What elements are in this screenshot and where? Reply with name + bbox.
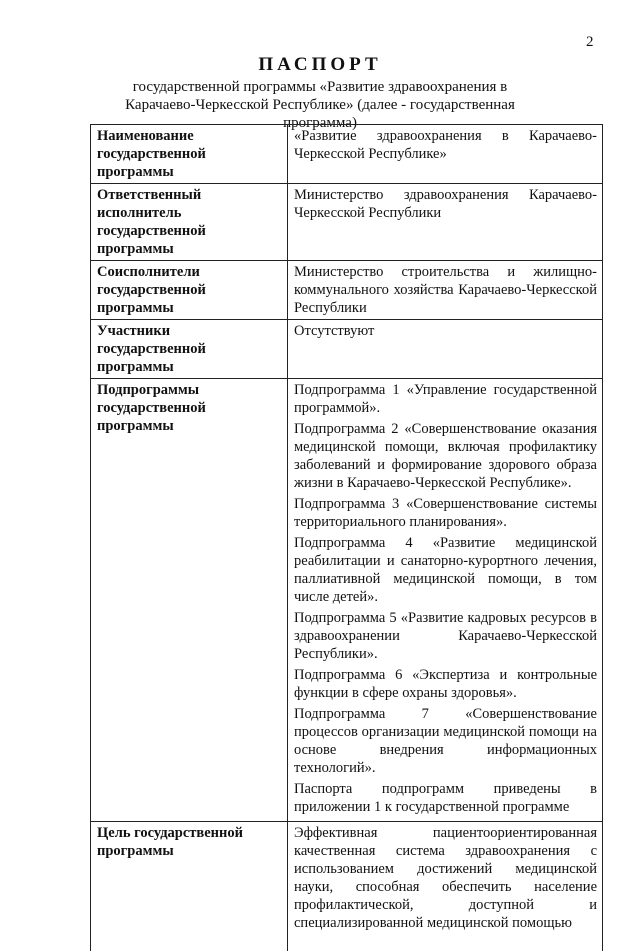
table-row <box>91 379 603 822</box>
table-row <box>91 320 603 379</box>
row-value-text: Министерство здравоохранения Карачаево-Черкесской Республики <box>294 186 597 222</box>
row-label: Соисполнители государственной программы <box>91 261 288 320</box>
row-value <box>288 184 603 261</box>
page-number: 2 <box>586 34 594 51</box>
subprogram-paragraph: Подпрограмма 5 «Развитие кадровых ресурсов в здравоохранении Карачаево-Черкесской Республики». <box>294 609 597 663</box>
subprogram-paragraph: Подпрограмма 1 «Управление государственной программой». <box>294 381 597 417</box>
row-label: Подпрограммы государственной программы <box>91 379 288 822</box>
row-value-text: Отсутствуют <box>294 322 597 340</box>
document-title: ПАСПОРТ <box>0 54 640 76</box>
row-value-text: «Развитие здравоохранения в Карачаево-Черкесской Республике» <box>294 127 597 163</box>
row-value <box>288 261 603 320</box>
table-row <box>91 125 603 184</box>
row-value <box>288 125 603 184</box>
row-value <box>288 822 603 951</box>
subprogram-paragraph: Подпрограмма 7 «Совершенствование процессов организации медицинской помощи на основе внедрения информационных технологий». <box>294 705 597 777</box>
document-subtitle: государственной программы «Развитие здравоохранения в Карачаево-Черкесской Республике» (далее - государственная программа) <box>100 78 540 132</box>
row-value <box>288 320 603 379</box>
row-label: Участники государственной программы <box>91 320 288 379</box>
row-label: Цель государственной программы <box>91 822 288 951</box>
row-label: Ответственный исполнитель государственной программы <box>91 184 288 261</box>
subprogram-paragraph: Подпрограмма 4 «Развитие медицинской реабилитации и санаторно-курортного лечения, паллиативной медицинской помощи, в том числе детей». <box>294 534 597 606</box>
row-value <box>288 379 603 822</box>
table-row <box>91 261 603 320</box>
passport-table <box>90 124 603 951</box>
table-row <box>91 184 603 261</box>
table-row <box>91 822 603 951</box>
row-label: Наименование государственной программы <box>91 125 288 184</box>
subprogram-paragraph: Подпрограмма 3 «Совершенствование системы территориального планирования». <box>294 495 597 531</box>
subprogram-paragraph: Подпрограмма 2 «Совершенствование оказания медицинской помощи, включая профилактику заболеваний и формирование здорового образа жизни в Карачаево-Черкесской Республике». <box>294 420 597 492</box>
subprogram-paragraph: Подпрограмма 6 «Экспертиза и контрольные функции в сфере охраны здоровья». <box>294 666 597 702</box>
row-value-text: Эффективная пациентоориентированная качественная система здравоохранения с использованием достижений медицинской науки, способная обеспечить население профилактической, доступной и специализированной медицинской помощью <box>294 824 597 932</box>
row-value-text: Министерство строительства и жилищно-коммунального хозяйства Карачаево-Черкесской Республики <box>294 263 597 317</box>
subprogram-paragraph: Паспорта подпрограмм приведены в приложении 1 к государственной программе <box>294 780 597 816</box>
